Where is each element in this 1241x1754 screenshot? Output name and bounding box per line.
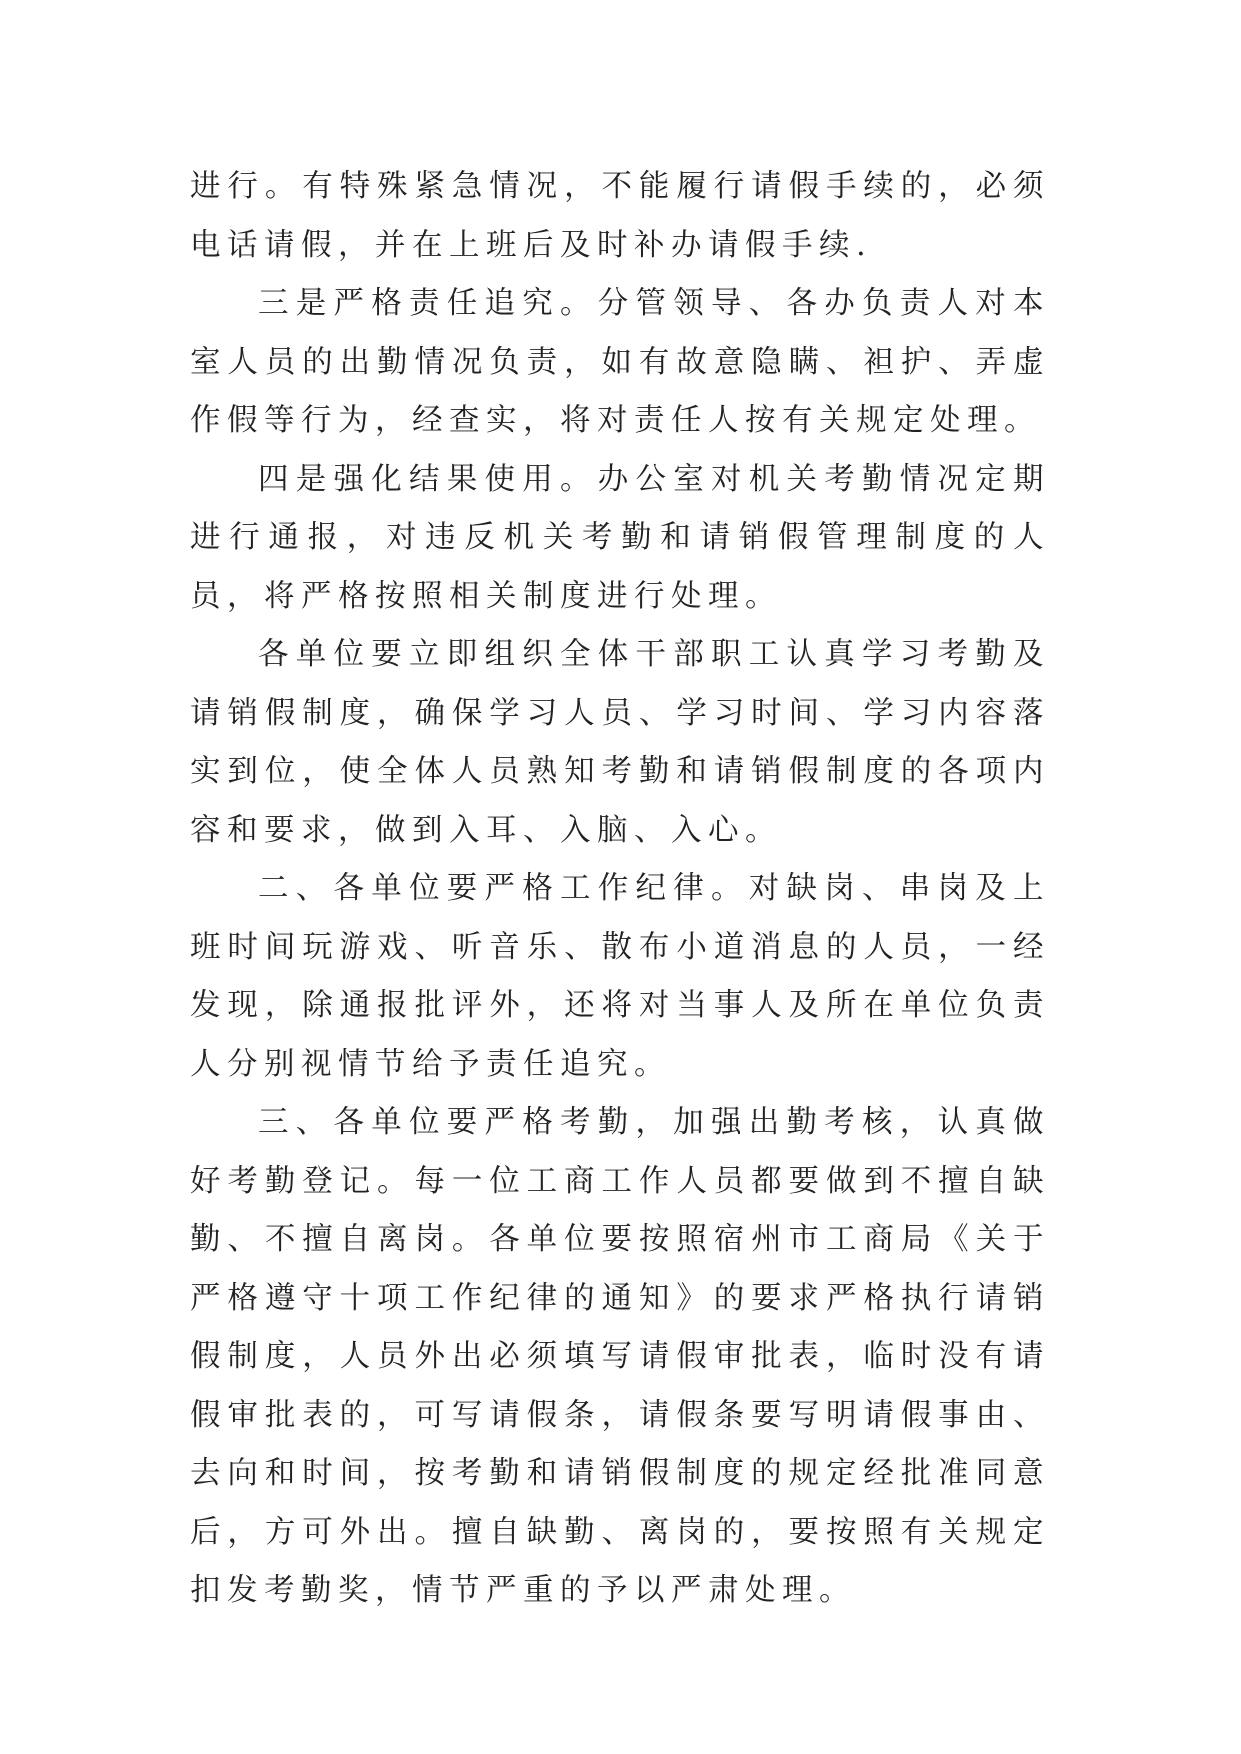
paragraph-result-usage: 四是强化结果使用。办公室对机关考勤情况定期进行通报，对违反机关考勤和请销假管理制度的人员，将严格按照相关制度进行处理。	[190, 461, 1050, 614]
paragraph-work-discipline: 二、各单位要严格工作纪律。对缺岗、串岗及上班时间玩游戏、听音乐、散布小道消息的人员，一经发现，除通报批评外，还将对当事人及所在单位负责人分别视情节给予责任追究。	[190, 871, 1050, 1082]
paragraph-study-requirement: 各单位要立即组织全体干部职工认真学习考勤及请销假制度，确保学习人员、学习时间、学习内容落实到位，使全体人员熟知考勤和请销假制度的各项内容和要求，做到入耳、入脑、入心。	[190, 637, 1050, 848]
document-body	[190, 158, 1050, 1621]
paragraph-continuation: 进行。有特殊紧急情况，不能履行请假手续的，必须电话请假，并在上班后及时补办请假手续.	[190, 169, 1050, 263]
paragraph-accountability: 三是严格责任追究。分管领导、各办负责人对本室人员的出勤情况负责，如有故意隐瞒、袒护、弄虚作假等行为，经查实，将对责任人按有关规定处理。	[190, 286, 1050, 438]
paragraph-attendance: 三、各单位要严格考勤，加强出勤考核，认真做好考勤登记。每一位工商工作人员都要做到不擅自缺勤、不擅自离岗。各单位要按照宿州市工商局《关于严格遵守十项工作纪律的通知》的要求严格执行请销假制度，人员外出必须填写请假审批表，临时没有请假审批表的，可写请假条，请假条要写明请假事由、去向和时间，按考勤和请销假制度的规定经批准同意后，方可外出。擅自缺勤、离岗的，要按照有关规定扣发考勤奖，情节严重的予以严肃处理。	[190, 1105, 1050, 1608]
